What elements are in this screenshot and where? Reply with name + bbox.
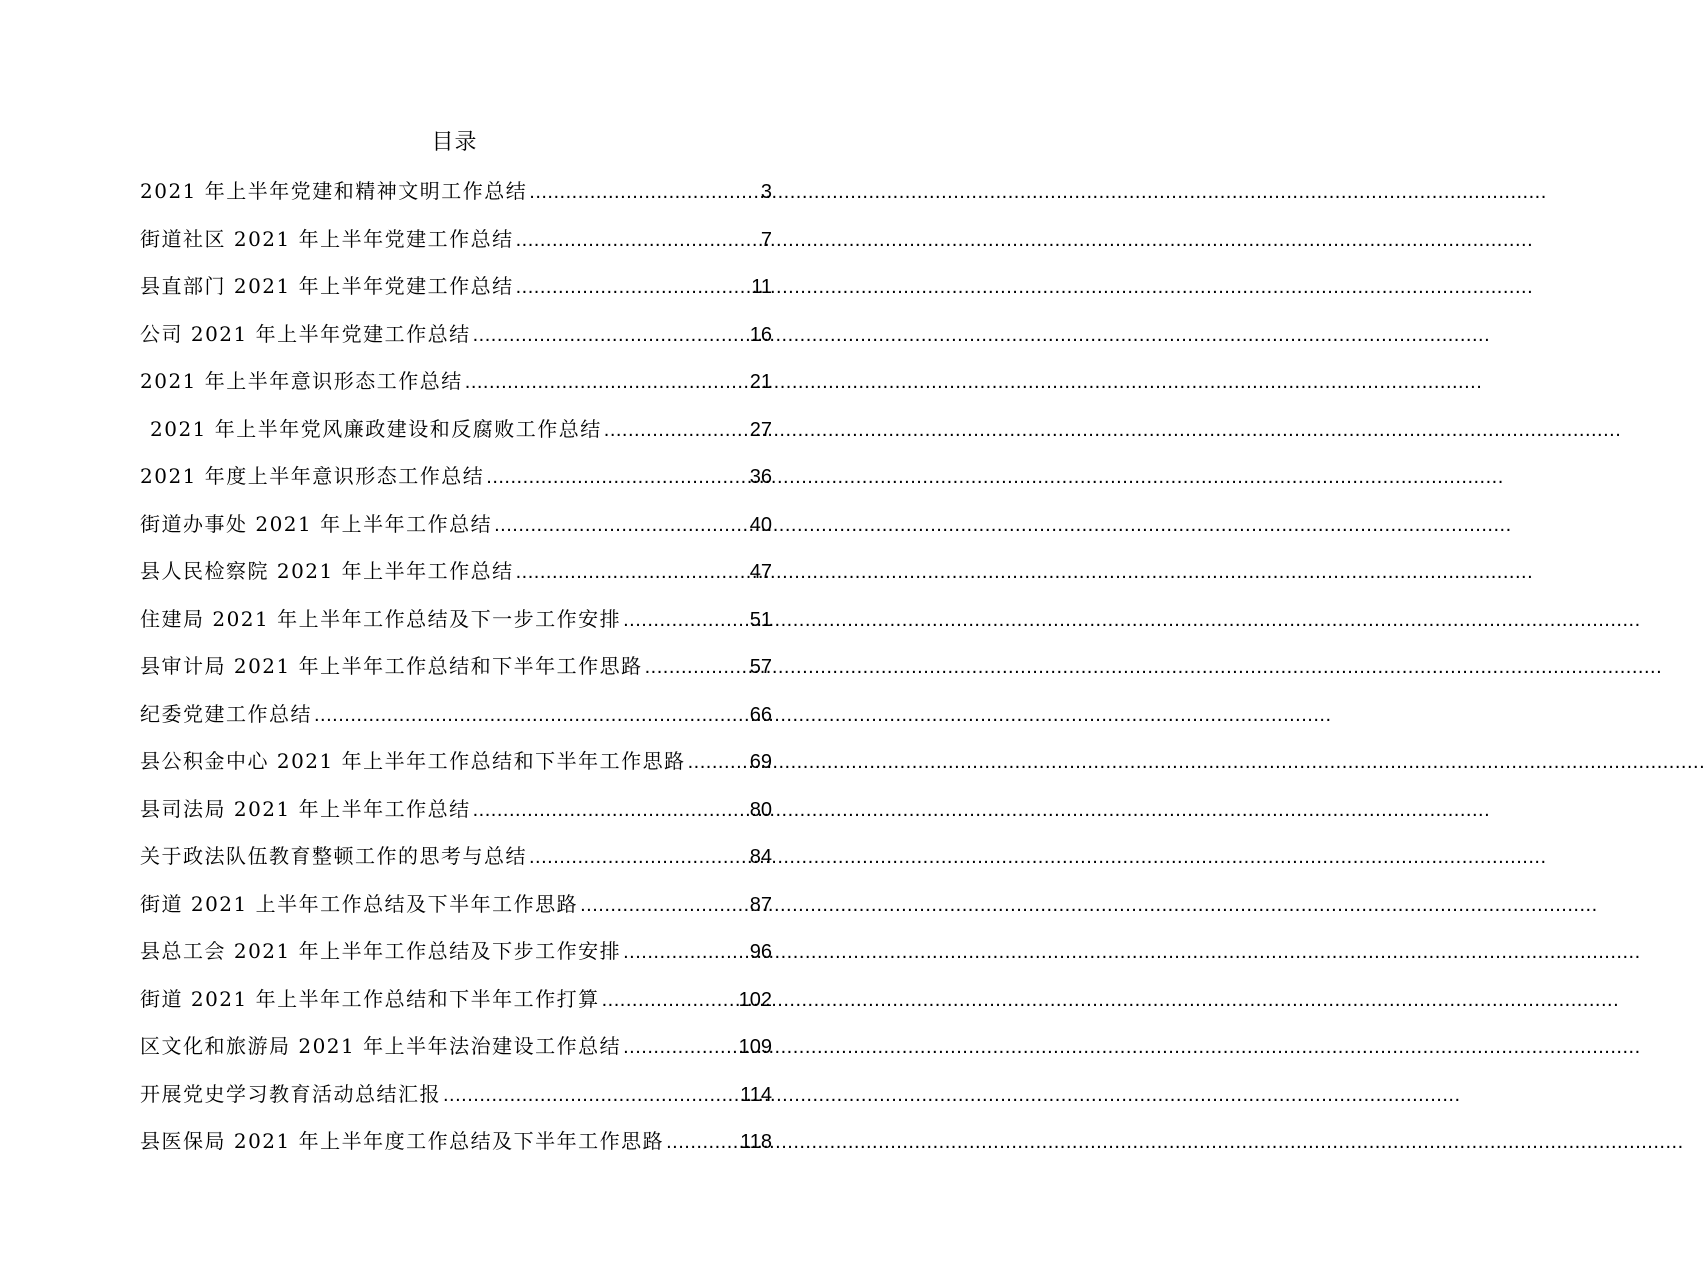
toc-entry-page: 80 [749, 798, 772, 821]
toc-entry-page: 102 [738, 988, 772, 1011]
toc-dot-leader [623, 601, 748, 639]
toc-entry-page: 21 [749, 371, 772, 393]
toc-entry-title: 区文化和旅游局 2021 年上半年法治建设工作总结 [140, 1034, 622, 1058]
toc-entry-title: 街道 2021 上半年工作总结及下半年工作思路 [140, 891, 579, 916]
toc-dot-leader [645, 648, 748, 686]
toc-dot-leader [465, 363, 748, 401]
toc-dot-leader [602, 981, 737, 1019]
toc-entry-page: 57 [749, 656, 772, 678]
toc-entry-title: 纪委党建工作总结 [140, 701, 312, 726]
toc-entry[interactable] [140, 790, 772, 838]
toc-dot-leader [486, 458, 747, 496]
toc-dot-leader [494, 506, 748, 544]
toc-entry-title: 县司法局 2021 年上半年工作总结 [140, 796, 471, 821]
toc-entry-title: 县公积金中心 2021 年上半年工作总结和下半年工作思路 [140, 749, 686, 773]
toc-entry-page: 40 [749, 513, 772, 536]
toc-entry-page: 96 [749, 941, 772, 963]
toc-dot-leader [516, 553, 748, 591]
toc-entry[interactable] [140, 362, 772, 410]
toc-dot-leader [529, 838, 748, 876]
toc-dot-leader [688, 743, 748, 781]
toc-entry[interactable] [140, 552, 772, 600]
toc-entry-title: 街道社区 2021 年上半年党建工作总结 [140, 226, 514, 251]
toc-entry[interactable] [140, 600, 772, 648]
toc-entry[interactable] [140, 885, 772, 933]
toc-dot-leader [516, 268, 750, 306]
toc-entry-title: 开展党史学习教育活动总结汇报 [140, 1081, 441, 1106]
toc-entry[interactable] [140, 980, 772, 1028]
toc-entry-page: 3 [760, 181, 772, 203]
toc-entry[interactable] [140, 267, 772, 315]
toc-entry-title: 县审计局 2021 年上半年工作总结和下半年工作思路 [140, 654, 643, 678]
toc-dot-leader [516, 221, 759, 259]
toc-entry-title: 2021 年度上半年意识形态工作总结 [140, 464, 485, 488]
toc-entry[interactable] [140, 505, 772, 553]
toc-entry-page: 47 [749, 561, 772, 583]
toc-dot-leader [666, 1123, 738, 1161]
toc-entry[interactable] [140, 220, 772, 268]
toc-entry[interactable] [140, 695, 772, 743]
toc-entry[interactable] [140, 837, 772, 885]
toc-entry-page: 66 [749, 703, 772, 726]
toc-entry-page: 16 [749, 323, 772, 346]
toc-dot-leader [623, 1028, 737, 1066]
toc-dot-leader [443, 1076, 738, 1114]
toc-entry-title: 县人民检察院 2021 年上半年工作总结 [140, 559, 514, 583]
toc-entry[interactable] [140, 1122, 772, 1170]
toc-dot-leader [473, 791, 748, 829]
toc-dot-leader [604, 411, 748, 449]
toc-entry-page: 11 [751, 276, 772, 298]
toc-entry-page: 118 [740, 1131, 772, 1153]
toc-entry[interactable] [140, 410, 772, 458]
toc-entry[interactable] [140, 1027, 772, 1075]
toc-dot-leader [580, 886, 748, 924]
toc-list [140, 172, 772, 1170]
toc-entry-page: 36 [749, 466, 772, 488]
toc-entry-page: 114 [740, 1083, 772, 1106]
toc-entry[interactable] [140, 647, 772, 695]
toc-entry-page: 51 [749, 608, 772, 631]
toc-entry-title: 街道 2021 年上半年工作总结和下半年工作打算 [140, 986, 600, 1011]
toc-entry-page: 109 [738, 1036, 772, 1058]
toc-title: 目录 [431, 130, 478, 155]
toc-entry[interactable] [140, 932, 772, 980]
toc-entry-title: 住建局 2021 年上半年工作总结及下一步工作安排 [140, 606, 622, 631]
toc-entry-title: 2021 年上半年党风廉政建设和反腐败工作总结 [150, 416, 602, 441]
toc-entry[interactable] [140, 457, 772, 505]
toc-entry-title: 街道办事处 2021 年上半年工作总结 [140, 511, 493, 536]
toc-entry-title: 2021 年上半年意识形态工作总结 [140, 369, 463, 393]
toc-entry-page: 27 [749, 418, 772, 441]
toc-entry-page: 84 [749, 846, 772, 868]
toc-dot-leader [473, 316, 748, 354]
toc-entry[interactable] [140, 742, 772, 790]
toc-dot-leader [623, 933, 748, 971]
toc-entry-title: 县直部门 2021 年上半年党建工作总结 [140, 274, 514, 298]
toc-entry[interactable] [140, 172, 772, 220]
toc-entry-page: 87 [749, 893, 772, 916]
toc-entry-title: 公司 2021 年上半年党建工作总结 [140, 321, 471, 346]
toc-dot-leader [314, 696, 748, 734]
toc-entry-title: 2021 年上半年党建和精神文明工作总结 [140, 179, 528, 203]
toc-entry-page: 69 [749, 751, 772, 773]
toc-entry-title: 县医保局 2021 年上半年度工作总结及下半年工作思路 [140, 1129, 665, 1153]
toc-entry-title: 县总工会 2021 年上半年工作总结及下步工作安排 [140, 939, 622, 963]
toc-entry-page: 7 [760, 228, 772, 251]
toc-entry[interactable] [140, 315, 772, 363]
toc-entry-title: 关于政法队伍教育整顿工作的思考与总结 [140, 844, 527, 868]
toc-entry[interactable] [140, 1075, 772, 1123]
toc-dot-leader [529, 173, 759, 211]
